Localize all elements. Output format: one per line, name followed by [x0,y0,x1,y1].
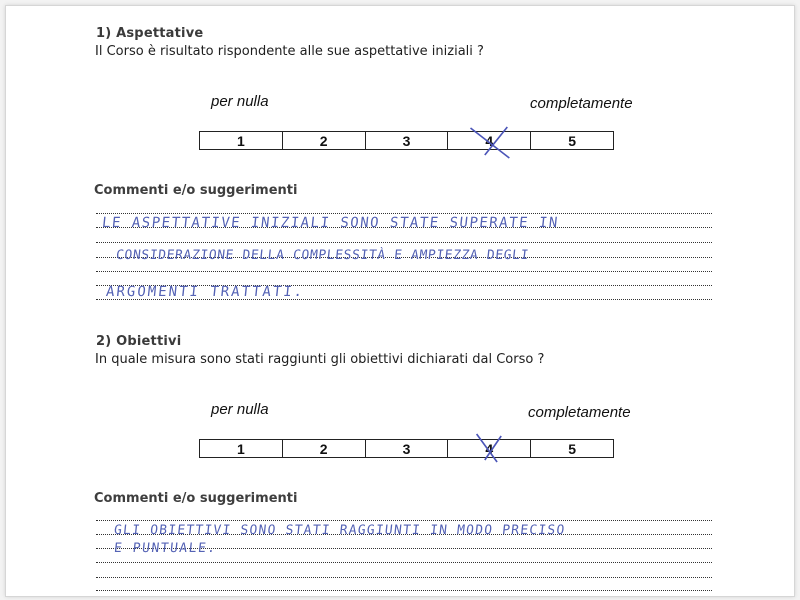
dotted-line [96,520,712,521]
handwritten-comment-line: LE ASPETTATIVE INIZIALI SONO STATE SUPERATE IN [101,215,560,231]
rating-cell-1[interactable] [200,440,283,457]
question-obiettivi: In quale misura sono stati raggiunti gli obiettivi dichiarati dal Corso ? [95,352,545,367]
rating-cell-1[interactable] [200,132,283,149]
rating-cell-4[interactable] [448,132,531,149]
question-aspettative: Il Corso è risultato rispondente alle sue aspettative iniziali ? [95,44,484,59]
rating-cell-5[interactable] [531,132,613,149]
rating-cell-2[interactable] [283,440,366,457]
rating-scale-aspettative [199,131,614,150]
dotted-line [96,271,712,272]
dotted-line [96,213,712,214]
section-title-obiettivi: 2) Obiettivi [96,334,182,349]
scale-right-label: completamente [530,95,633,112]
handwritten-comment-line: GLI OBIETTIVI SONO STATI RAGGIUNTI IN MODO PRECISO [113,523,567,538]
rating-value: 5 [568,132,576,149]
rating-value: 5 [568,440,576,457]
selection-cross-mark [448,432,530,466]
handwritten-comment-line: ARGOMENTI TRATTATI. [105,284,305,300]
rating-cell-3[interactable] [366,440,449,457]
rating-value: 4 [485,132,494,149]
rating-value: 1 [237,440,245,457]
section-title-aspettative: 1) Aspettative [96,26,204,41]
rating-value: 3 [402,440,411,457]
scale-right-label: completamente [528,404,631,421]
rating-value: 1 [237,132,245,149]
rating-value: 2 [319,132,328,149]
comments-title-aspettative: Commenti e/o suggerimenti [94,183,298,198]
selection-cross-mark [448,124,530,158]
rating-cell-4[interactable] [448,440,531,457]
rating-cell-2[interactable] [283,132,366,149]
rating-value: 3 [402,132,411,149]
rating-scale-obiettivi [199,439,614,458]
dotted-line [96,590,712,591]
survey-page [5,5,795,597]
rating-value: 2 [319,440,328,457]
comments-title-obiettivi: Commenti e/o suggerimenti [94,491,298,506]
scale-left-label: per nulla [211,401,269,418]
rating-cell-5[interactable] [531,440,613,457]
scale-left-label: per nulla [211,93,269,110]
dotted-line [96,577,712,578]
rating-value: 4 [485,440,494,457]
dotted-line [96,242,712,243]
dotted-line [96,562,712,563]
handwritten-comment-line: E PUNTUALE. [113,541,218,556]
handwritten-comment-line: CONSIDERAZIONE DELLA COMPLESSITÀ E AMPIEZZA DEGLI [115,248,530,263]
rating-cell-3[interactable] [366,132,449,149]
